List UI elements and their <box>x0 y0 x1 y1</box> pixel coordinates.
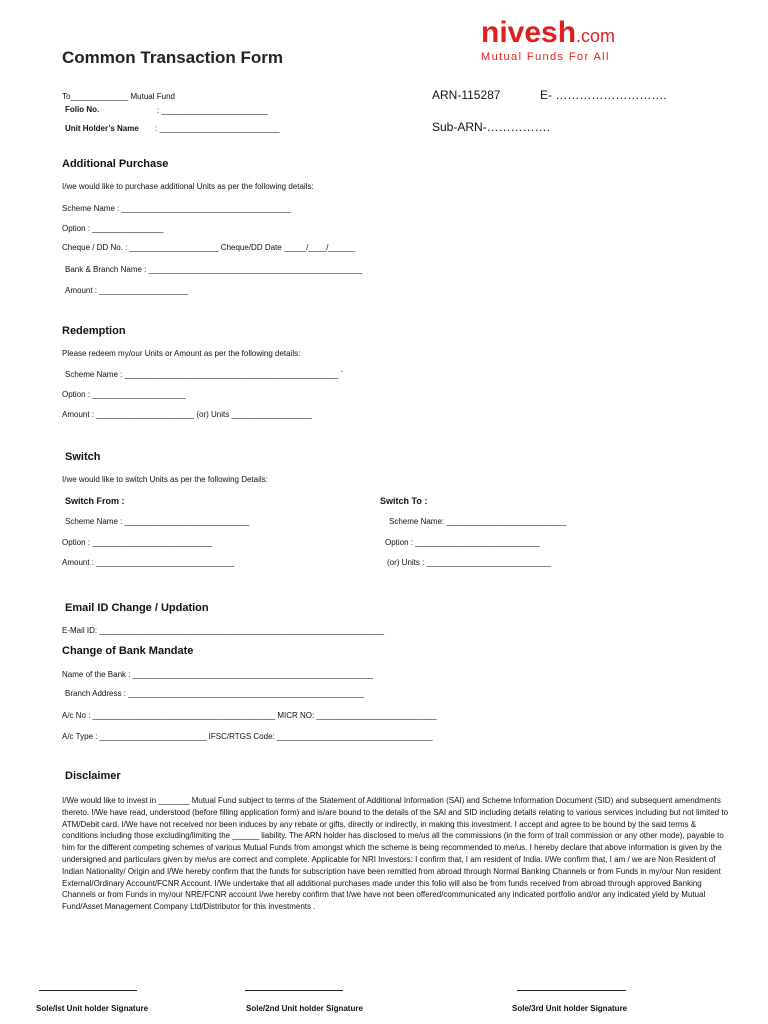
sub-arn-code[interactable]: Sub-ARN-……………. <box>432 120 551 134</box>
e-code[interactable]: E- ………………………. <box>540 88 667 102</box>
third-holder-signature-label: Sole/3rd Unit holder Signature <box>512 1004 628 1013</box>
account-number-micr-field[interactable]: A/c No : _________________________________________ MICR NO: ___________________________ <box>62 711 437 720</box>
logo-domain: .com <box>576 26 616 46</box>
switch-intro: I/we would like to switch Units as per the following Details: <box>62 475 268 484</box>
purchase-scheme-name-field[interactable]: Scheme Name : ______________________________________ <box>62 204 291 213</box>
additional-purchase-intro: I/we would like to purchase additional Units as per the following details: <box>62 182 314 191</box>
switch-from-scheme-field[interactable]: Scheme Name : ____________________________ <box>65 517 250 526</box>
first-holder-signature-label: Sole/Ist Unit holder Signature <box>36 1004 149 1013</box>
switch-from-option-field[interactable]: Option : ___________________________ <box>62 538 213 547</box>
additional-purchase-heading: Additional Purchase <box>62 158 169 170</box>
switch-to-label: Switch To : <box>380 496 428 506</box>
branch-address-field[interactable]: Branch Address : _____________________________________________________ <box>65 689 364 698</box>
to-mutual-fund-line: To_____________ Mutual Fund <box>62 92 175 101</box>
switch-to-scheme-field[interactable]: Scheme Name: ___________________________ <box>389 517 567 526</box>
redemption-heading: Redemption <box>62 325 126 337</box>
purchase-amount-field[interactable]: Amount : ____________________ <box>65 286 189 295</box>
disclaimer-text: I/We would like to invest in _______ Mutual Fund subject to terms of the Statement of Additional Information (SAI) and Scheme Information Document (SID) and subsequent amendments thereto. I/We have read, understood (before filling application form) and is/are bound to the details of the SAI and SID including details relating to various services including but not limited to ATM/Debit card. I/We have not received nor been induces by any rebate or gifts, directly or indirectly, in making this investment. I accept and agree to be bound by the said terms & conditions including those excluding/limiting the ______ liability. The ARN holder has disclosed to me/us all the commissions (in the form of trail commission or any other mode), payable to him for the different competing schemes of various Mutual Funds from amongst which the scheme is being recommended to me/us. I hereby declare that above information is given by the undersigned and particulars given by me/us are correct and complete. Applicable for NRI Investors: I confirm that, I am resident of India. I/We confirm that, I am / we are Non Resident of Indian Nationality/ Origin and I/We hereby confirm that the funds for subscription have been remitted from abroad through Normal Banking Channels or from Funds in my/our Non resident External/Ordinary Account/FCNR Account. I/We undertake that all additional purchases made under this folio will also be from funds received from abroad through approved Banking Channels or from Funds in my/our NRE/FCNR account I/we hereby confirm that I/we have not been offered/communicated any indicated portfolio and/or any indicated yield by Mutual Fund/Asset Management Company Ltd/Distributor for this investments . <box>62 796 729 912</box>
purchase-option-field[interactable]: Option : ________________ <box>62 224 164 233</box>
disclaimer-heading: Disclaimer <box>65 770 121 782</box>
email-change-heading: Email ID Change / Updation <box>65 602 209 614</box>
logo-tagline: Mutual Funds For All <box>481 51 610 63</box>
redemption-option-field[interactable]: Option : _____________________ <box>62 390 186 399</box>
folio-label: Folio No. <box>65 105 100 114</box>
switch-to-units-field[interactable]: (or) Units : ____________________________ <box>387 558 552 567</box>
second-holder-signature-label: Sole/2nd Unit holder Signature <box>246 1004 363 1013</box>
folio-field[interactable]: : ________________________ <box>157 106 269 115</box>
bank-mandate-heading: Change of Bank Mandate <box>62 645 194 657</box>
switch-from-amount-field[interactable]: Amount : _______________________________ <box>62 558 235 567</box>
unit-holder-field[interactable]: : ___________________________ <box>155 124 280 133</box>
arn-code: ARN-115287 <box>432 88 501 102</box>
nivesh-logo <box>481 18 641 63</box>
cheque-dd-field[interactable]: Cheque / DD No. : ____________________ Cheque/DD Date _____/____/______ <box>62 243 356 252</box>
redemption-scheme-name-field[interactable]: Scheme Name : ________________________________________________ ` <box>65 370 344 379</box>
switch-to-option-field[interactable]: Option : ____________________________ <box>385 538 540 547</box>
unit-holder-label: Unit Holder’s Name <box>65 124 139 133</box>
bank-name-field[interactable]: Name of the Bank : ______________________________________________________ <box>62 670 373 679</box>
bank-branch-field[interactable]: Bank & Branch Name : ________________________________________________ <box>65 265 363 274</box>
page-title: Common Transaction Form <box>62 48 284 67</box>
email-id-field[interactable]: E-Mail ID: ________________________________________________________________ <box>62 626 385 635</box>
signature-line-1[interactable] <box>39 990 137 991</box>
switch-heading: Switch <box>65 451 101 463</box>
account-type-ifsc-field[interactable]: A/c Type : ________________________ IFSC/RTGS Code: ___________________________________ <box>62 732 433 741</box>
switch-from-label: Switch From : <box>65 496 125 506</box>
signature-line-3[interactable] <box>517 990 626 991</box>
redemption-intro: Please redeem my/our Units or Amount as per the following details: <box>62 349 301 358</box>
logo-name: nivesh <box>481 16 577 49</box>
signature-line-2[interactable] <box>245 990 343 991</box>
redemption-amount-units-field[interactable]: Amount : ______________________ (or) Units __________________ <box>62 410 312 419</box>
